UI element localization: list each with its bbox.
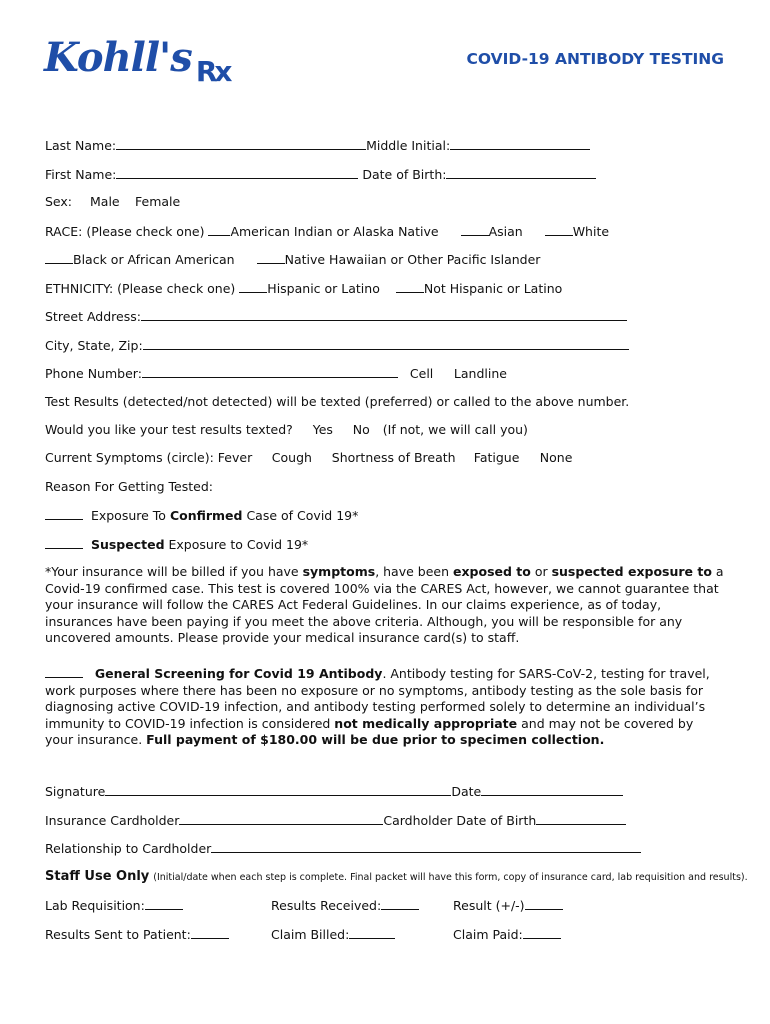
date-line[interactable] [481, 783, 623, 796]
results-received-line[interactable] [381, 897, 419, 910]
billing-bold-exposed: exposed to [453, 564, 531, 579]
first-name-label: First Name: [45, 167, 117, 182]
staff-use-row [45, 868, 748, 886]
result-pm-label: Result (+/-) [453, 898, 525, 913]
reason-suspected-row [45, 536, 308, 553]
eth-hispanic-check[interactable] [239, 280, 267, 293]
billing-text-3: or [530, 564, 552, 579]
billing-paragraph [45, 564, 725, 647]
billing-text-4: a Covid-19 confirmed case. This test is covered 100% via the CARES Act, however, we cannot guarantee that your insurance will follow the CARES Act Federal Guidelines. In our claims experience, as of today, insurances have been paying if you meet the above criteria. Although, you will be responsible for any uncovered amounts. Please provide your medical insurance card(s) to staff. [45, 564, 724, 646]
cardholder-dob-label: Cardholder Date of Birth [383, 813, 537, 828]
race-american-indian: American Indian or Alaska Native [230, 224, 439, 239]
billing-bold-symptoms: symptoms [302, 564, 376, 579]
race-black-check[interactable] [45, 251, 73, 264]
billing-text-1: *Your insurance will be billed if you have [45, 564, 303, 579]
text-yes[interactable]: Yes [312, 422, 333, 437]
billing-text-2: , have been [375, 564, 453, 579]
claim-billed-label: Claim Billed: [271, 927, 350, 942]
reason-suspected-bold: Suspected [90, 537, 165, 552]
city-label: City, State, Zip: [45, 338, 143, 353]
phone-label: Phone Number: [45, 366, 142, 381]
date-label: Date [451, 784, 482, 799]
cardholder-dob-line[interactable] [536, 812, 626, 825]
dob-label: Date of Birth: [362, 167, 447, 182]
signature-line[interactable] [105, 783, 451, 796]
relationship-label: Relationship to Cardholder [45, 841, 212, 856]
staff-use-note: (Initial/date when each step is complete. Final packet will have this form, copy of insurance card, lab requisition and results). [153, 872, 748, 883]
last-name-row [45, 137, 590, 154]
race-asian: Asian [488, 224, 523, 239]
symptoms-label: Current Symptoms (circle): [45, 450, 214, 465]
race-ai-check[interactable] [208, 223, 230, 236]
phone-landline[interactable]: Landline [453, 366, 507, 381]
reason-confirmed-post: Case of Covid 19* [242, 508, 359, 523]
race-row-1 [45, 223, 609, 240]
sex-male[interactable]: Male [90, 194, 120, 209]
text-if-not: (If not, we will call you) [382, 422, 528, 437]
lab-requisition-line[interactable] [145, 897, 183, 910]
race-asian-check[interactable] [461, 223, 489, 236]
staff-row-1 [45, 897, 563, 914]
race-native-hawaiian: Native Hawaiian or Other Pacific Islander [284, 252, 541, 267]
screening-text-1: . Antibody testing for SARS-CoV-2, testing for travel, work purposes where there has been no exposure or no symptoms, antibody testing as the sole basis for diagnosing active COVID-19 infection, and antibody testing performed solely to determine an individual’s immunity to COVID-19 infection is considered [45, 666, 710, 731]
last-name-line[interactable] [116, 137, 366, 150]
symptoms-row [45, 450, 572, 466]
reason-label: Reason For Getting Tested: [45, 479, 213, 494]
reason-confirmed-pre: Exposure To [90, 508, 170, 523]
reason-confirmed-row [45, 507, 358, 524]
signature-row [45, 783, 623, 800]
symptom-fatigue[interactable]: Fatigue [473, 450, 520, 465]
street-label: Street Address: [45, 309, 141, 324]
document-title: COVID-19 ANTIBODY TESTING [466, 50, 724, 68]
result-pm-line[interactable] [525, 897, 563, 910]
results-received-label: Results Received: [271, 898, 382, 913]
results-note: Test Results (detected/not detected) will be texted (preferred) or called to the above number. [45, 394, 630, 409]
street-row [45, 308, 627, 325]
relationship-row [45, 840, 641, 857]
screening-bold-not-appropriate: not medically appropriate [334, 715, 518, 731]
staff-row-2 [45, 926, 561, 943]
first-name-line[interactable] [116, 166, 358, 179]
screening-text-2: and may not be covered by your insurance. [45, 715, 694, 748]
symptom-none[interactable]: None [539, 450, 573, 465]
reason-confirmed-check[interactable] [45, 507, 83, 520]
cardholder-line[interactable] [179, 812, 383, 825]
street-line[interactable] [141, 308, 627, 321]
claim-paid-line[interactable] [523, 926, 561, 939]
middle-initial-label: Middle Initial: [366, 138, 451, 153]
text-no[interactable]: No [352, 422, 370, 437]
signature-label: Signature [45, 784, 106, 799]
text-question: Would you like your test results texted? [45, 422, 293, 437]
eth-not-hispanic: Not Hispanic or Latino [423, 281, 563, 296]
reason-confirmed-bold: Confirmed [169, 508, 243, 523]
screening-bold-title: General Screening for Covid 19 Antibody [94, 666, 383, 681]
reason-suspected-post: Exposure to Covid 19* [164, 537, 309, 552]
race-row-2 [45, 251, 540, 268]
kohlls-rx-logo [44, 34, 230, 88]
results-sent-label: Results Sent to Patient: [45, 927, 191, 942]
symptom-shortness-of-breath[interactable]: Shortness of Breath [331, 450, 456, 465]
text-question-row [45, 422, 528, 438]
middle-initial-line[interactable] [450, 137, 590, 150]
phone-line[interactable] [142, 365, 398, 378]
sex-label: Sex: [45, 194, 73, 209]
dob-line[interactable] [446, 166, 596, 179]
phone-cell[interactable]: Cell [409, 366, 434, 381]
first-name-row [45, 166, 596, 183]
ethnicity-row [45, 280, 562, 297]
symptom-cough[interactable]: Cough [271, 450, 312, 465]
race-black: Black or African American [73, 252, 235, 267]
relationship-line[interactable] [211, 840, 641, 853]
sex-female[interactable]: Female [135, 194, 181, 209]
city-row [45, 337, 629, 354]
sex-row [45, 194, 180, 210]
screening-paragraph [45, 665, 725, 749]
symptom-fever[interactable]: Fever [217, 450, 253, 465]
screening-check[interactable] [45, 665, 83, 678]
claim-billed-line[interactable] [349, 926, 395, 939]
claim-paid-label: Claim Paid: [453, 927, 523, 942]
race-white-check[interactable] [545, 223, 573, 236]
screening-bold-payment: Full payment of $180.00 will be due prior to specimen collection. [146, 732, 605, 748]
lab-requisition-label: Lab Requisition: [45, 898, 145, 913]
logo-name: Kohll's [44, 34, 192, 81]
logo-rx: Rx [195, 55, 230, 88]
race-white: White [572, 224, 610, 239]
billing-bold-suspected: suspected exposure to [551, 564, 712, 579]
cardholder-label: Insurance Cardholder [45, 813, 180, 828]
ethnicity-label: ETHNICITY: (Please check one) [45, 281, 236, 296]
reason-suspected-check[interactable] [45, 536, 83, 549]
race-nh-check[interactable] [257, 251, 285, 264]
cardholder-row [45, 812, 626, 829]
staff-use-label: Staff Use Only [45, 869, 150, 884]
last-name-label: Last Name: [45, 138, 117, 153]
phone-row [45, 365, 507, 382]
eth-hispanic: Hispanic or Latino [267, 281, 380, 296]
city-line[interactable] [143, 337, 629, 350]
eth-not-hispanic-check[interactable] [396, 280, 424, 293]
race-label: RACE: (Please check one) [45, 224, 205, 239]
results-sent-line[interactable] [191, 926, 229, 939]
